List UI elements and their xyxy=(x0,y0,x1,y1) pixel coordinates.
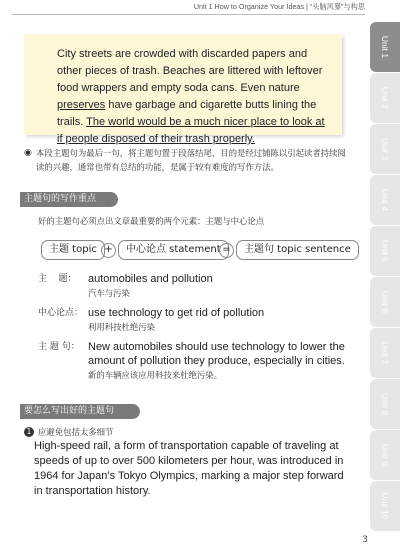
formula-term-topic: 主题 topic xyxy=(41,240,105,260)
section-intro: 好的主题句必须点出文章最重要的两个元素：主题与中心论点 xyxy=(38,216,265,226)
formula-term-statement: 中心论点 statement xyxy=(118,240,229,260)
tab-unit-2[interactable] xyxy=(370,73,400,123)
topic-sentence-underlined: The world would be a much nicer place to look at if people disposed of their trash properly. xyxy=(57,116,325,145)
tab-label: Unit 5 xyxy=(380,239,390,263)
tab-unit-7[interactable] xyxy=(370,328,400,378)
tab-unit-6[interactable] xyxy=(370,277,400,327)
tab-unit-3[interactable] xyxy=(370,124,400,174)
tab-label: Unit 7 xyxy=(380,341,390,365)
point-heading: 应避免包括太多细节 xyxy=(38,427,114,437)
tab-label: Unit 2 xyxy=(380,86,390,110)
definition-english: use technology to get rid of pollution xyxy=(88,307,265,319)
underlined-word: preserves xyxy=(57,99,106,111)
tab-label: Unit 4 xyxy=(380,188,390,212)
example-paragraph xyxy=(24,34,342,145)
tab-unit-1[interactable] xyxy=(370,22,400,72)
definition-content xyxy=(88,272,354,300)
tab-label: Unit 1 xyxy=(380,35,390,59)
definition-english: automobiles and pollution xyxy=(88,273,213,285)
page-number: 3 xyxy=(362,535,368,545)
example-sentence: High-speed rail, a form of transportation capable of traveling at speeds of up to over 500 kilometers per hour, was introduced in 1964 for Japan’s Tokyo Olympics, marking a major step forward in transportation history. xyxy=(34,440,344,497)
section-heading: 要怎么写出好的主题句 xyxy=(20,404,140,419)
plus-operator: + xyxy=(101,243,116,258)
unit-sidebar xyxy=(370,22,400,532)
definition-label: 主 题 句： xyxy=(38,342,80,352)
definition-chinese: 利用科技杜绝污染 xyxy=(88,322,155,332)
formula-term-topic-sentence: 主题句 topic sentence xyxy=(236,240,359,260)
definition-chinese: 汽车与污染 xyxy=(88,288,130,298)
tab-unit-4[interactable] xyxy=(370,175,400,225)
section-heading: 主题句的写作重点 xyxy=(20,192,118,207)
tab-unit-5[interactable] xyxy=(370,226,400,276)
definition-label: 主 题： xyxy=(38,274,77,284)
definition-english: New automobiles should use technology to lower the amount of pollution they produce, especially in cities. xyxy=(88,341,345,367)
point-number-badge: 1 xyxy=(24,427,34,437)
tab-unit-9[interactable] xyxy=(370,430,400,480)
tab-label: Unit 3 xyxy=(380,137,390,161)
tab-label: Unit 10 xyxy=(380,492,390,520)
plain-text: have garbage and cigarette butts lining the trails. xyxy=(57,99,317,128)
running-header: Unit 1 How to Organize Your Ideas | “头脑风暴”与构思 xyxy=(193,2,365,11)
formula xyxy=(38,240,358,260)
tab-label: Unit 8 xyxy=(380,392,390,416)
definition-chinese: 新的车辆应该应用科技来杜绝污染。 xyxy=(88,370,222,380)
note-text: 本段主题句为最后一句，将主题句置于段落结尾，目的是经过铺陈以引起读者持续阅读的兴趣，通常也带有总结的功能，是属于较有难度的写作方法。 xyxy=(36,148,346,172)
explanation-note xyxy=(24,146,346,174)
definition-content xyxy=(88,306,354,334)
definition-label: 中心论点： xyxy=(38,308,84,318)
definition-content xyxy=(88,340,354,382)
header-rule xyxy=(12,14,365,15)
tab-unit-10[interactable] xyxy=(370,481,400,531)
tab-label: Unit 6 xyxy=(380,290,390,314)
equals-operator: = xyxy=(219,243,234,258)
paragraph-text xyxy=(37,46,332,148)
bullet-icon: ◉ xyxy=(24,148,32,158)
tab-unit-8[interactable] xyxy=(370,379,400,429)
plain-text: City streets are crowded with discarded papers and other pieces of trash. Beaches are littered with leftover food wrappers and empty soda cans. Even nature xyxy=(57,48,323,94)
tab-label: Unit 9 xyxy=(380,443,390,467)
